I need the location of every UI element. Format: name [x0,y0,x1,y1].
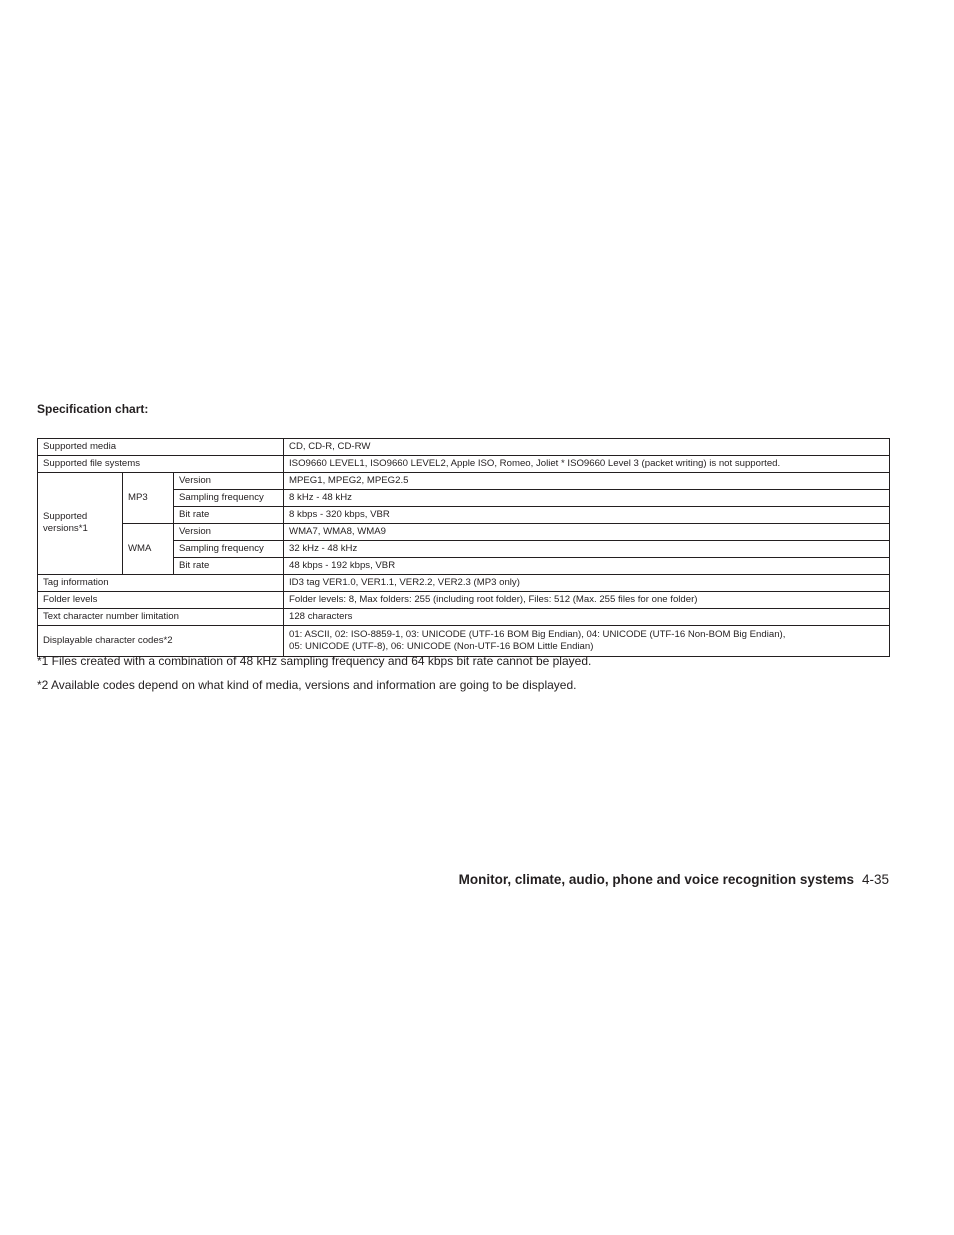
mp3-value: MPEG1, MPEG2, MPEG2.5 [284,473,890,490]
footnote-1: *1 Files created with a combination of 48 kHz sampling frequency and 64 kbps bit rate cannot be played. [37,654,592,668]
page-number: 4-35 [861,872,889,887]
table-row [38,524,890,541]
footnote-2: *2 Available codes depend on what kind of media, versions and information are going to be displayed. [37,678,577,692]
wma-param: Sampling frequency [174,541,284,558]
wma-value: WMA7, WMA8, WMA9 [284,524,890,541]
table-row [38,473,890,490]
table-row [38,592,890,609]
mp3-param: Version [174,473,284,490]
wma-param: Bit rate [174,558,284,575]
table-row [38,575,890,592]
page-footer [459,872,889,887]
row-value-supported-file-systems: ISO9660 LEVEL1, ISO9660 LEVEL2, Apple ISO, Romeo, Joliet * ISO9660 Level 3 (packet writing) is not supported. [284,456,890,473]
row-label-folder-levels: Folder levels [38,592,284,609]
row-value-tag-information: ID3 tag VER1.0, VER1.1, VER2.2, VER2.3 (MP3 only) [284,575,890,592]
wma-value: 32 kHz - 48 kHz [284,541,890,558]
row-value-text-limit: 128 characters [284,609,890,626]
row-value-folder-levels: Folder levels: 8, Max folders: 255 (including root folder), Files: 512 (Max. 255 files for one folder) [284,592,890,609]
mp3-param: Bit rate [174,507,284,524]
footer-section-title: Monitor, climate, audio, phone and voice recognition systems [458,872,854,887]
row-label-supported-media: Supported media [38,439,284,456]
table-row [38,609,890,626]
row-label-tag-information: Tag information [38,575,284,592]
wma-label: WMA [123,524,174,575]
specification-table [37,438,890,657]
wma-param: Version [174,524,284,541]
row-label-supported-file-systems: Supported file systems [38,456,284,473]
char-codes-line-1: 01: ASCII, 02: ISO-8859-1, 03: UNICODE (UTF-16 BOM Big Endian), 04: UNICODE (UTF-16 Non-BOM Big Endian), [289,628,786,640]
mp3-param: Sampling frequency [174,490,284,507]
mp3-value: 8 kHz - 48 kHz [284,490,890,507]
wma-value: 48 kbps - 192 kbps, VBR [284,558,890,575]
mp3-value: 8 kbps - 320 kbps, VBR [284,507,890,524]
table-row [38,439,890,456]
section-heading: Specification chart: [37,402,149,416]
row-label-text-limit: Text character number limitation [38,609,284,626]
supported-versions-label: Supported versions*1 [38,473,123,575]
row-value-char-codes [284,626,890,657]
table-row [38,626,890,657]
row-label-char-codes: Displayable character codes*2 [38,626,284,657]
char-codes-line-2: 05: UNICODE (UTF-8), 06: UNICODE (Non-UTF-16 BOM Little Endian) [289,640,594,652]
mp3-label: MP3 [123,473,174,524]
row-value-supported-media: CD, CD-R, CD-RW [284,439,890,456]
table-row [38,456,890,473]
